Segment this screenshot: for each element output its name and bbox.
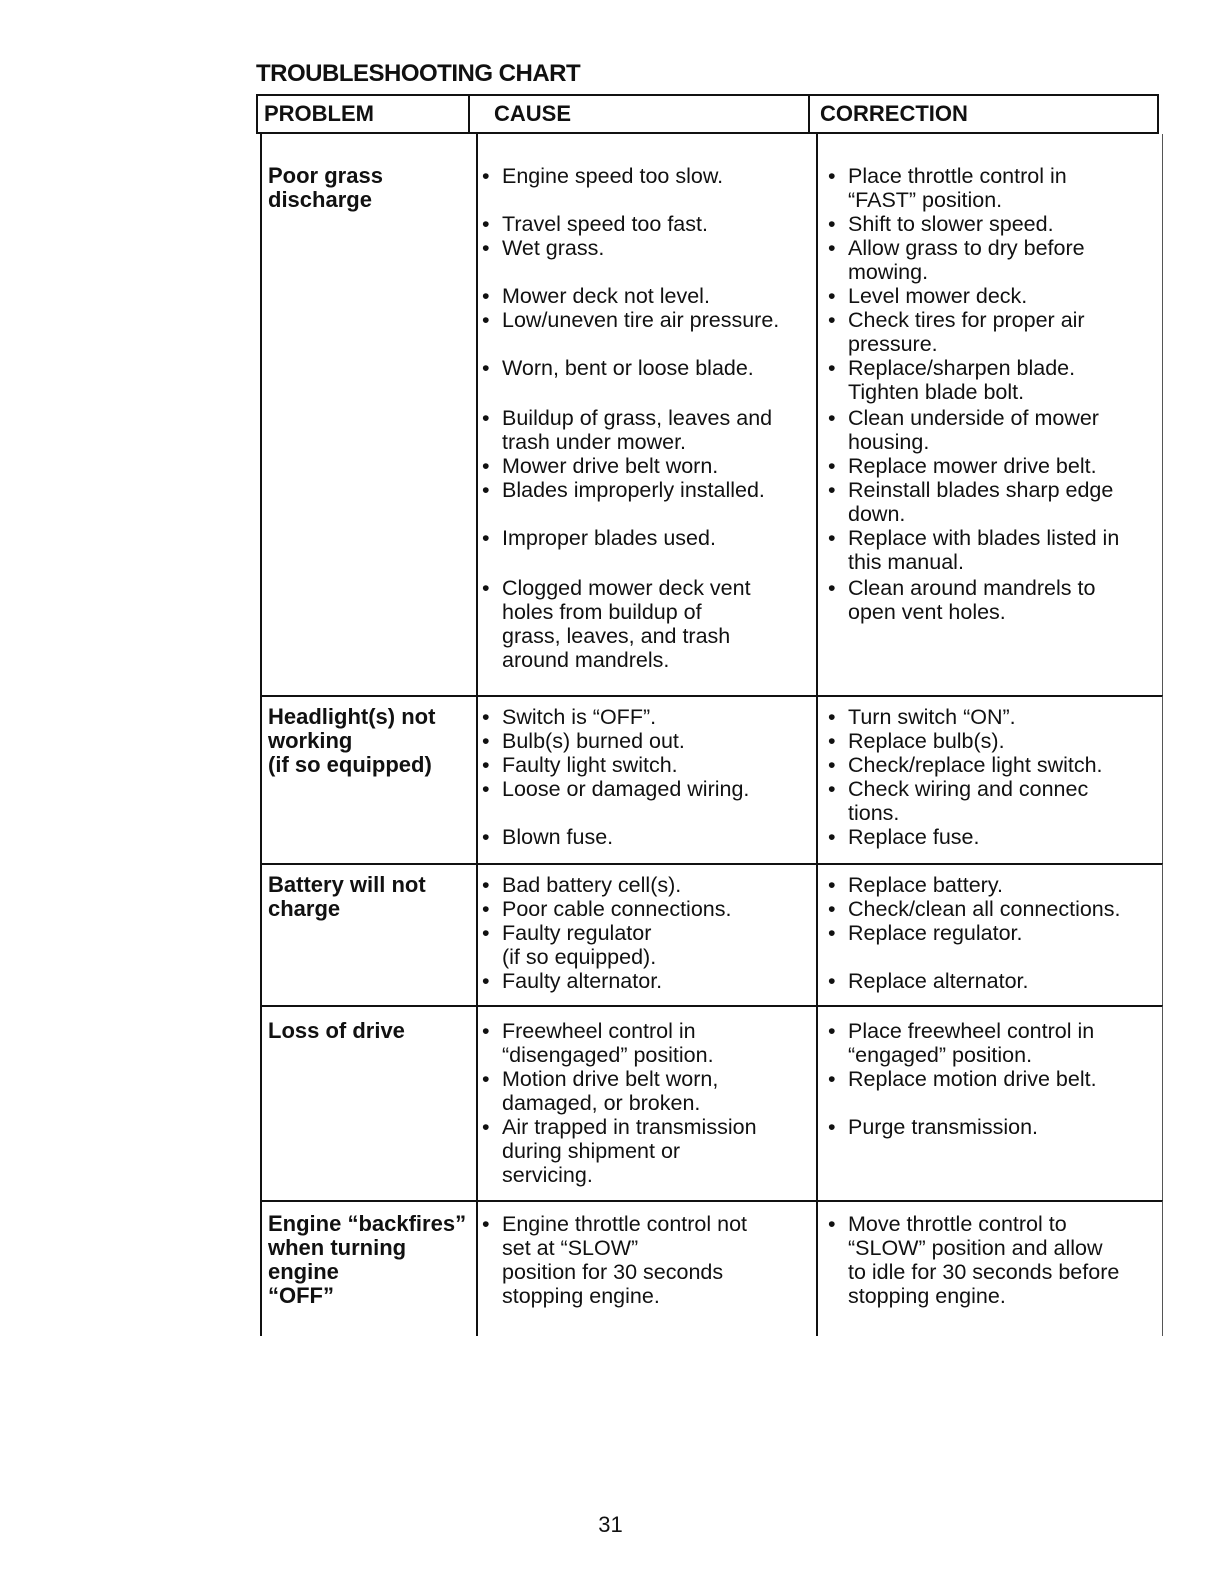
- problem-text: (if so equipped): [268, 752, 432, 777]
- item-text: Faulty light switch.: [502, 753, 678, 777]
- item-text: Mower deck not level.: [502, 284, 710, 308]
- problem-text: engine: [268, 1259, 339, 1284]
- cause-item: [482, 212, 708, 236]
- correction-item: [828, 236, 1085, 284]
- item-text: Clogged mower deck vent: [502, 576, 751, 600]
- bullet-icon: •: [828, 777, 836, 801]
- item-text: Replace battery.: [848, 873, 1003, 897]
- correction-item: [828, 825, 979, 849]
- item-text: Replace/sharpen blade.: [848, 356, 1076, 380]
- bullet-icon: •: [482, 777, 490, 801]
- cause-item: [482, 969, 662, 993]
- bullet-icon: •: [482, 1115, 490, 1139]
- bullet-icon: •: [828, 308, 836, 332]
- item-text: Poor cable connections.: [502, 897, 732, 921]
- item-text: (if so equipped).: [502, 945, 657, 969]
- item-text: Switch is “OFF”.: [502, 705, 657, 729]
- bullet-icon: •: [482, 825, 490, 849]
- correction-item: [828, 705, 1016, 729]
- item-text: mowing.: [848, 260, 929, 284]
- cause-item: [482, 164, 723, 188]
- item-text: Bulb(s) burned out.: [502, 729, 685, 753]
- item-text: Replace motion drive belt.: [848, 1067, 1097, 1091]
- cause-item: [482, 1115, 757, 1187]
- problem-text: “OFF”: [268, 1283, 334, 1308]
- item-text: Worn, bent or loose blade.: [502, 356, 754, 380]
- item-text: Replace alternator.: [848, 969, 1029, 993]
- table-header: [256, 94, 1159, 134]
- table-row: [260, 134, 1163, 695]
- cause-item: [482, 753, 678, 777]
- cause-item: [482, 406, 772, 454]
- bullet-icon: •: [828, 729, 836, 753]
- page-number: 31: [598, 1512, 623, 1537]
- cause-item: [482, 897, 731, 921]
- correction-item: [828, 356, 1075, 404]
- problem-cell: [268, 164, 478, 212]
- cause-item: [482, 777, 749, 801]
- bullet-icon: •: [828, 356, 836, 380]
- item-text: Motion drive belt worn,: [502, 1067, 719, 1091]
- problem-text: Headlight(s) not: [268, 704, 436, 729]
- header-divider: [808, 96, 810, 134]
- problem-text: when turning: [268, 1235, 407, 1260]
- bullet-icon: •: [482, 705, 490, 729]
- item-text: Engine speed too slow.: [502, 164, 724, 188]
- item-text: Improper blades used.: [502, 526, 716, 550]
- bullet-icon: •: [482, 236, 490, 260]
- header-divider: [468, 96, 470, 134]
- item-text: damaged, or broken.: [502, 1091, 701, 1115]
- item-text: Faulty regulator: [502, 921, 652, 945]
- bullet-icon: •: [482, 284, 490, 308]
- item-text: “FAST” position.: [848, 188, 1003, 212]
- correction-item: [828, 921, 1023, 945]
- item-text: “SLOW” position and allow: [848, 1236, 1103, 1260]
- cause-item: [482, 284, 710, 308]
- cause-item: [482, 454, 718, 478]
- cause-item: [482, 356, 754, 380]
- item-text: Level mower deck.: [848, 284, 1028, 308]
- table-row: [260, 863, 1163, 1005]
- item-text: Replace fuse.: [848, 825, 980, 849]
- problem-text: Engine “backfires”: [268, 1211, 467, 1236]
- column-divider: [816, 865, 818, 1005]
- item-text: Bad battery cell(s).: [502, 873, 682, 897]
- bullet-icon: •: [482, 356, 490, 380]
- item-text: Replace regulator.: [848, 921, 1023, 945]
- bullet-icon: •: [828, 1115, 836, 1139]
- item-text: stopping engine.: [848, 1284, 1006, 1308]
- column-divider: [816, 134, 818, 695]
- bullet-icon: •: [482, 454, 490, 478]
- item-text: Engine throttle control not: [502, 1212, 748, 1236]
- chart-title: TROUBLESHOOTING CHART: [256, 60, 581, 87]
- item-text: Shift to slower speed.: [848, 212, 1054, 236]
- item-text: “disengaged” position.: [502, 1043, 714, 1067]
- item-text: Wet grass.: [502, 236, 605, 260]
- bullet-icon: •: [482, 1067, 490, 1091]
- item-text: Buildup of grass, leaves and: [502, 406, 773, 430]
- item-text: housing.: [848, 430, 930, 454]
- bullet-icon: •: [482, 969, 490, 993]
- bullet-icon: •: [482, 308, 490, 332]
- column-divider: [816, 1007, 818, 1200]
- correction-item: [828, 753, 1103, 777]
- item-text: Blown fuse.: [502, 825, 614, 849]
- cause-item: [482, 1067, 718, 1115]
- cause-item: [482, 478, 765, 502]
- item-text: Faulty alternator.: [502, 969, 663, 993]
- correction-item: [828, 576, 1095, 624]
- table-row: [260, 695, 1163, 863]
- item-text: down.: [848, 502, 906, 526]
- cause-item: [482, 705, 656, 729]
- item-text: Allow grass to dry before: [848, 236, 1085, 260]
- bullet-icon: •: [482, 729, 490, 753]
- problem-cell: [268, 1019, 478, 1043]
- problem-text: discharge: [268, 187, 372, 212]
- problem-text: Loss of drive: [268, 1018, 405, 1043]
- problem-text: working: [268, 728, 353, 753]
- item-text: this manual.: [848, 550, 964, 574]
- bullet-icon: •: [828, 1212, 836, 1236]
- bullet-icon: •: [482, 1212, 490, 1236]
- correction-item: [828, 308, 1085, 356]
- bullet-icon: •: [482, 406, 490, 430]
- bullet-icon: •: [828, 1019, 836, 1043]
- bullet-icon: •: [828, 406, 836, 430]
- item-text: to idle for 30 seconds before: [848, 1260, 1120, 1284]
- table-row: [260, 1200, 1163, 1336]
- item-text: Replace with blades listed in: [848, 526, 1120, 550]
- cause-item: [482, 1019, 714, 1067]
- item-text: Replace bulb(s).: [848, 729, 1005, 753]
- item-text: Check wiring and connec: [848, 777, 1089, 801]
- item-text: Check/replace light switch.: [848, 753, 1103, 777]
- cause-item: [482, 576, 751, 672]
- correction-item: [828, 1212, 1119, 1308]
- correction-item: [828, 897, 1121, 921]
- header-cause: CAUSE: [494, 101, 572, 126]
- correction-item: [828, 729, 1005, 753]
- item-text: Reinstall blades sharp edge: [848, 478, 1114, 502]
- bullet-icon: •: [482, 897, 490, 921]
- item-text: Purge transmission.: [848, 1115, 1038, 1139]
- problem-text: charge: [268, 896, 341, 921]
- bullet-icon: •: [482, 921, 490, 945]
- correction-item: [828, 873, 1003, 897]
- item-text: Freewheel control in: [502, 1019, 696, 1043]
- cause-item: [482, 921, 656, 969]
- cause-item: [482, 236, 604, 260]
- bullet-icon: •: [828, 705, 836, 729]
- item-text: Clean underside of mower: [848, 406, 1099, 430]
- bullet-icon: •: [828, 921, 836, 945]
- item-text: tions.: [848, 801, 900, 825]
- cause-item: [482, 1212, 747, 1308]
- item-text: Blades improperly installed.: [502, 478, 765, 502]
- item-text: position for 30 seconds: [502, 1260, 724, 1284]
- bullet-icon: •: [828, 753, 836, 777]
- item-text: Loose or damaged wiring.: [502, 777, 750, 801]
- bullet-icon: •: [828, 576, 836, 600]
- bullet-icon: •: [828, 478, 836, 502]
- item-text: Mower drive belt worn.: [502, 454, 719, 478]
- correction-item: [828, 777, 1088, 825]
- item-text: trash under mower.: [502, 430, 687, 454]
- item-text: “engaged” position.: [848, 1043, 1033, 1067]
- cause-item: [482, 526, 716, 550]
- column-divider: [476, 134, 478, 695]
- bullet-icon: •: [828, 212, 836, 236]
- item-text: Move throttle control to: [848, 1212, 1067, 1236]
- item-text: Clean around mandrels to: [848, 576, 1096, 600]
- cause-item: [482, 825, 613, 849]
- item-text: during shipment or: [502, 1139, 681, 1163]
- item-text: Travel speed too fast.: [502, 212, 708, 236]
- item-text: Low/uneven tire air pressure.: [502, 308, 780, 332]
- bullet-icon: •: [828, 1067, 836, 1091]
- correction-item: [828, 454, 1097, 478]
- bullet-icon: •: [828, 526, 836, 550]
- item-text: stopping engine.: [502, 1284, 660, 1308]
- item-text: Place throttle control in: [848, 164, 1067, 188]
- item-text: Replace mower drive belt.: [848, 454, 1097, 478]
- bullet-icon: •: [482, 212, 490, 236]
- bullet-icon: •: [482, 1019, 490, 1043]
- cause-item: [482, 308, 779, 332]
- bullet-icon: •: [828, 873, 836, 897]
- bullet-icon: •: [828, 236, 836, 260]
- item-text: Check tires for proper air: [848, 308, 1085, 332]
- correction-item: [828, 212, 1054, 236]
- correction-item: [828, 1067, 1097, 1091]
- bullet-icon: •: [482, 576, 490, 600]
- bullet-icon: •: [482, 478, 490, 502]
- problem-text: Poor grass: [268, 163, 383, 188]
- cause-item: [482, 873, 681, 897]
- column-divider: [816, 1202, 818, 1336]
- bullet-icon: •: [828, 454, 836, 478]
- bullet-icon: •: [828, 164, 836, 188]
- item-text: Place freewheel control in: [848, 1019, 1095, 1043]
- correction-item: [828, 478, 1113, 526]
- item-text: Turn switch “ON”.: [848, 705, 1016, 729]
- bullet-icon: •: [482, 526, 490, 550]
- bullet-icon: •: [828, 284, 836, 308]
- correction-item: [828, 164, 1067, 212]
- item-text: servicing.: [502, 1163, 593, 1187]
- header-correction: CORRECTION: [820, 101, 968, 126]
- table-row: [260, 1005, 1163, 1200]
- item-text: Tighten blade bolt.: [848, 380, 1025, 404]
- item-text: pressure.: [848, 332, 938, 356]
- bullet-icon: •: [482, 753, 490, 777]
- item-text: set at “SLOW”: [502, 1236, 639, 1260]
- correction-item: [828, 1019, 1094, 1067]
- item-text: grass, leaves, and trash: [502, 624, 731, 648]
- correction-item: [828, 969, 1028, 993]
- column-divider: [816, 697, 818, 863]
- item-text: around mandrels.: [502, 648, 670, 672]
- correction-item: [828, 526, 1119, 574]
- bullet-icon: •: [828, 969, 836, 993]
- problem-cell: [268, 705, 478, 777]
- header-problem: PROBLEM: [264, 101, 374, 126]
- bullet-icon: •: [482, 164, 490, 188]
- problem-cell: [268, 1212, 478, 1308]
- problem-text: Battery will not: [268, 872, 426, 897]
- correction-item: [828, 1115, 1038, 1139]
- correction-item: [828, 284, 1027, 308]
- cause-item: [482, 729, 685, 753]
- problem-cell: [268, 873, 478, 921]
- correction-item: [828, 406, 1099, 454]
- item-text: Check/clean all connections.: [848, 897, 1121, 921]
- bullet-icon: •: [482, 873, 490, 897]
- item-text: holes from buildup of: [502, 600, 702, 624]
- bullet-icon: •: [828, 825, 836, 849]
- item-text: Air trapped in transmission: [502, 1115, 757, 1139]
- bullet-icon: •: [828, 897, 836, 921]
- item-text: open vent holes.: [848, 600, 1006, 624]
